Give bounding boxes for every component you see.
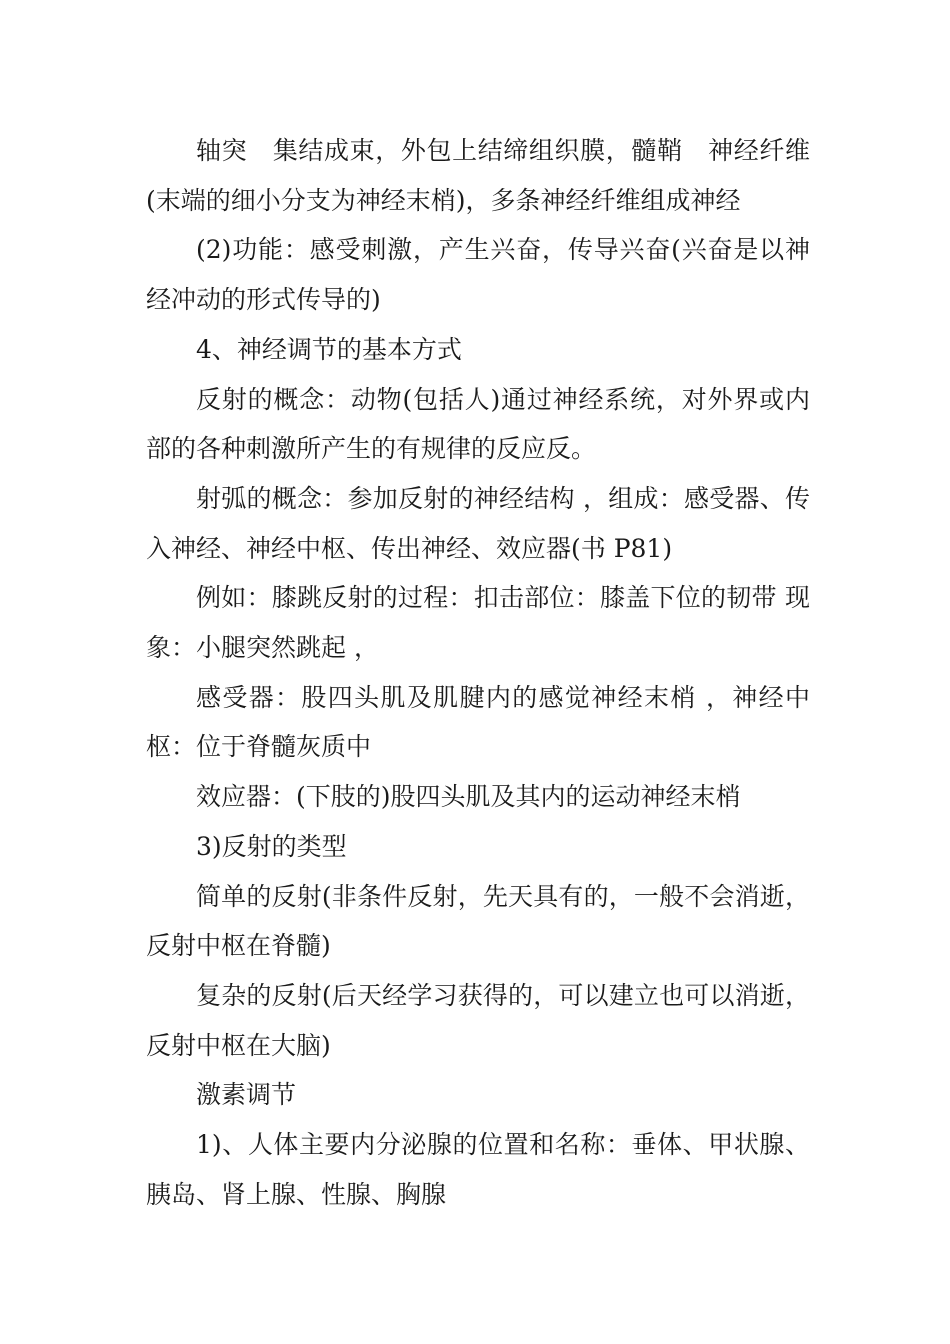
paragraph-simple-reflex: 简单的反射(非条件反射，先天具有的，一般不会消逝，反射中枢在脊髓) bbox=[146, 881, 810, 961]
paragraph-heading-reflex-types: 3)反射的类型 bbox=[196, 831, 347, 861]
paragraph-heading-hormone-regulation: 激素调节 bbox=[196, 1080, 297, 1110]
paragraph-axon-nerve-fiber: 轴突 集结成束，外包上结缔组织膜，髓鞘 神经纤维(末端的细小分支为神经末梢)，多条神经纤维组成神经 bbox=[146, 136, 810, 215]
paragraph-complex-reflex: 复杂的反射(后天经学习获得的，可以建立也可以消逝，反射中枢在大脑) bbox=[146, 980, 810, 1060]
document-body bbox=[146, 126, 810, 1219]
paragraph-receptor: 感受器：股四头肌及肌腱内的感觉神经末梢 ，神经中枢：位于脊髓灰质中 bbox=[146, 682, 810, 762]
paragraph-function: (2)功能：感受刺激，产生兴奋，传导兴奋(兴奋是以神经冲动的形式传导的) bbox=[146, 235, 810, 315]
paragraph-reflex-concept: 反射的概念：动物(包括人)通过神经系统，对外界或内部的各种刺激所产生的有规律的反应反。 bbox=[146, 384, 810, 464]
paragraph-knee-jerk-example: 例如：膝跳反射的过程：扣击部位：膝盖下位的韧带 现象：小腿突然跳起 ， bbox=[146, 583, 810, 663]
paragraph-heading-basic-method: 4、神经调节的基本方式 bbox=[196, 334, 462, 364]
paragraph-reflex-arc-concept: 射弧的概念：参加反射的神经结构 ，组成：感受器、传入神经、神经中枢、传出神经、效应器(书 P81) bbox=[146, 483, 810, 563]
paragraph-endocrine-glands: 1)、人体主要内分泌腺的位置和名称：垂体、甲状腺、胰岛、肾上腺、性腺、胸腺 bbox=[146, 1130, 810, 1209]
paragraph-effector: 效应器：(下肢的)股四头肌及其内的运动神经末梢 bbox=[196, 782, 741, 812]
